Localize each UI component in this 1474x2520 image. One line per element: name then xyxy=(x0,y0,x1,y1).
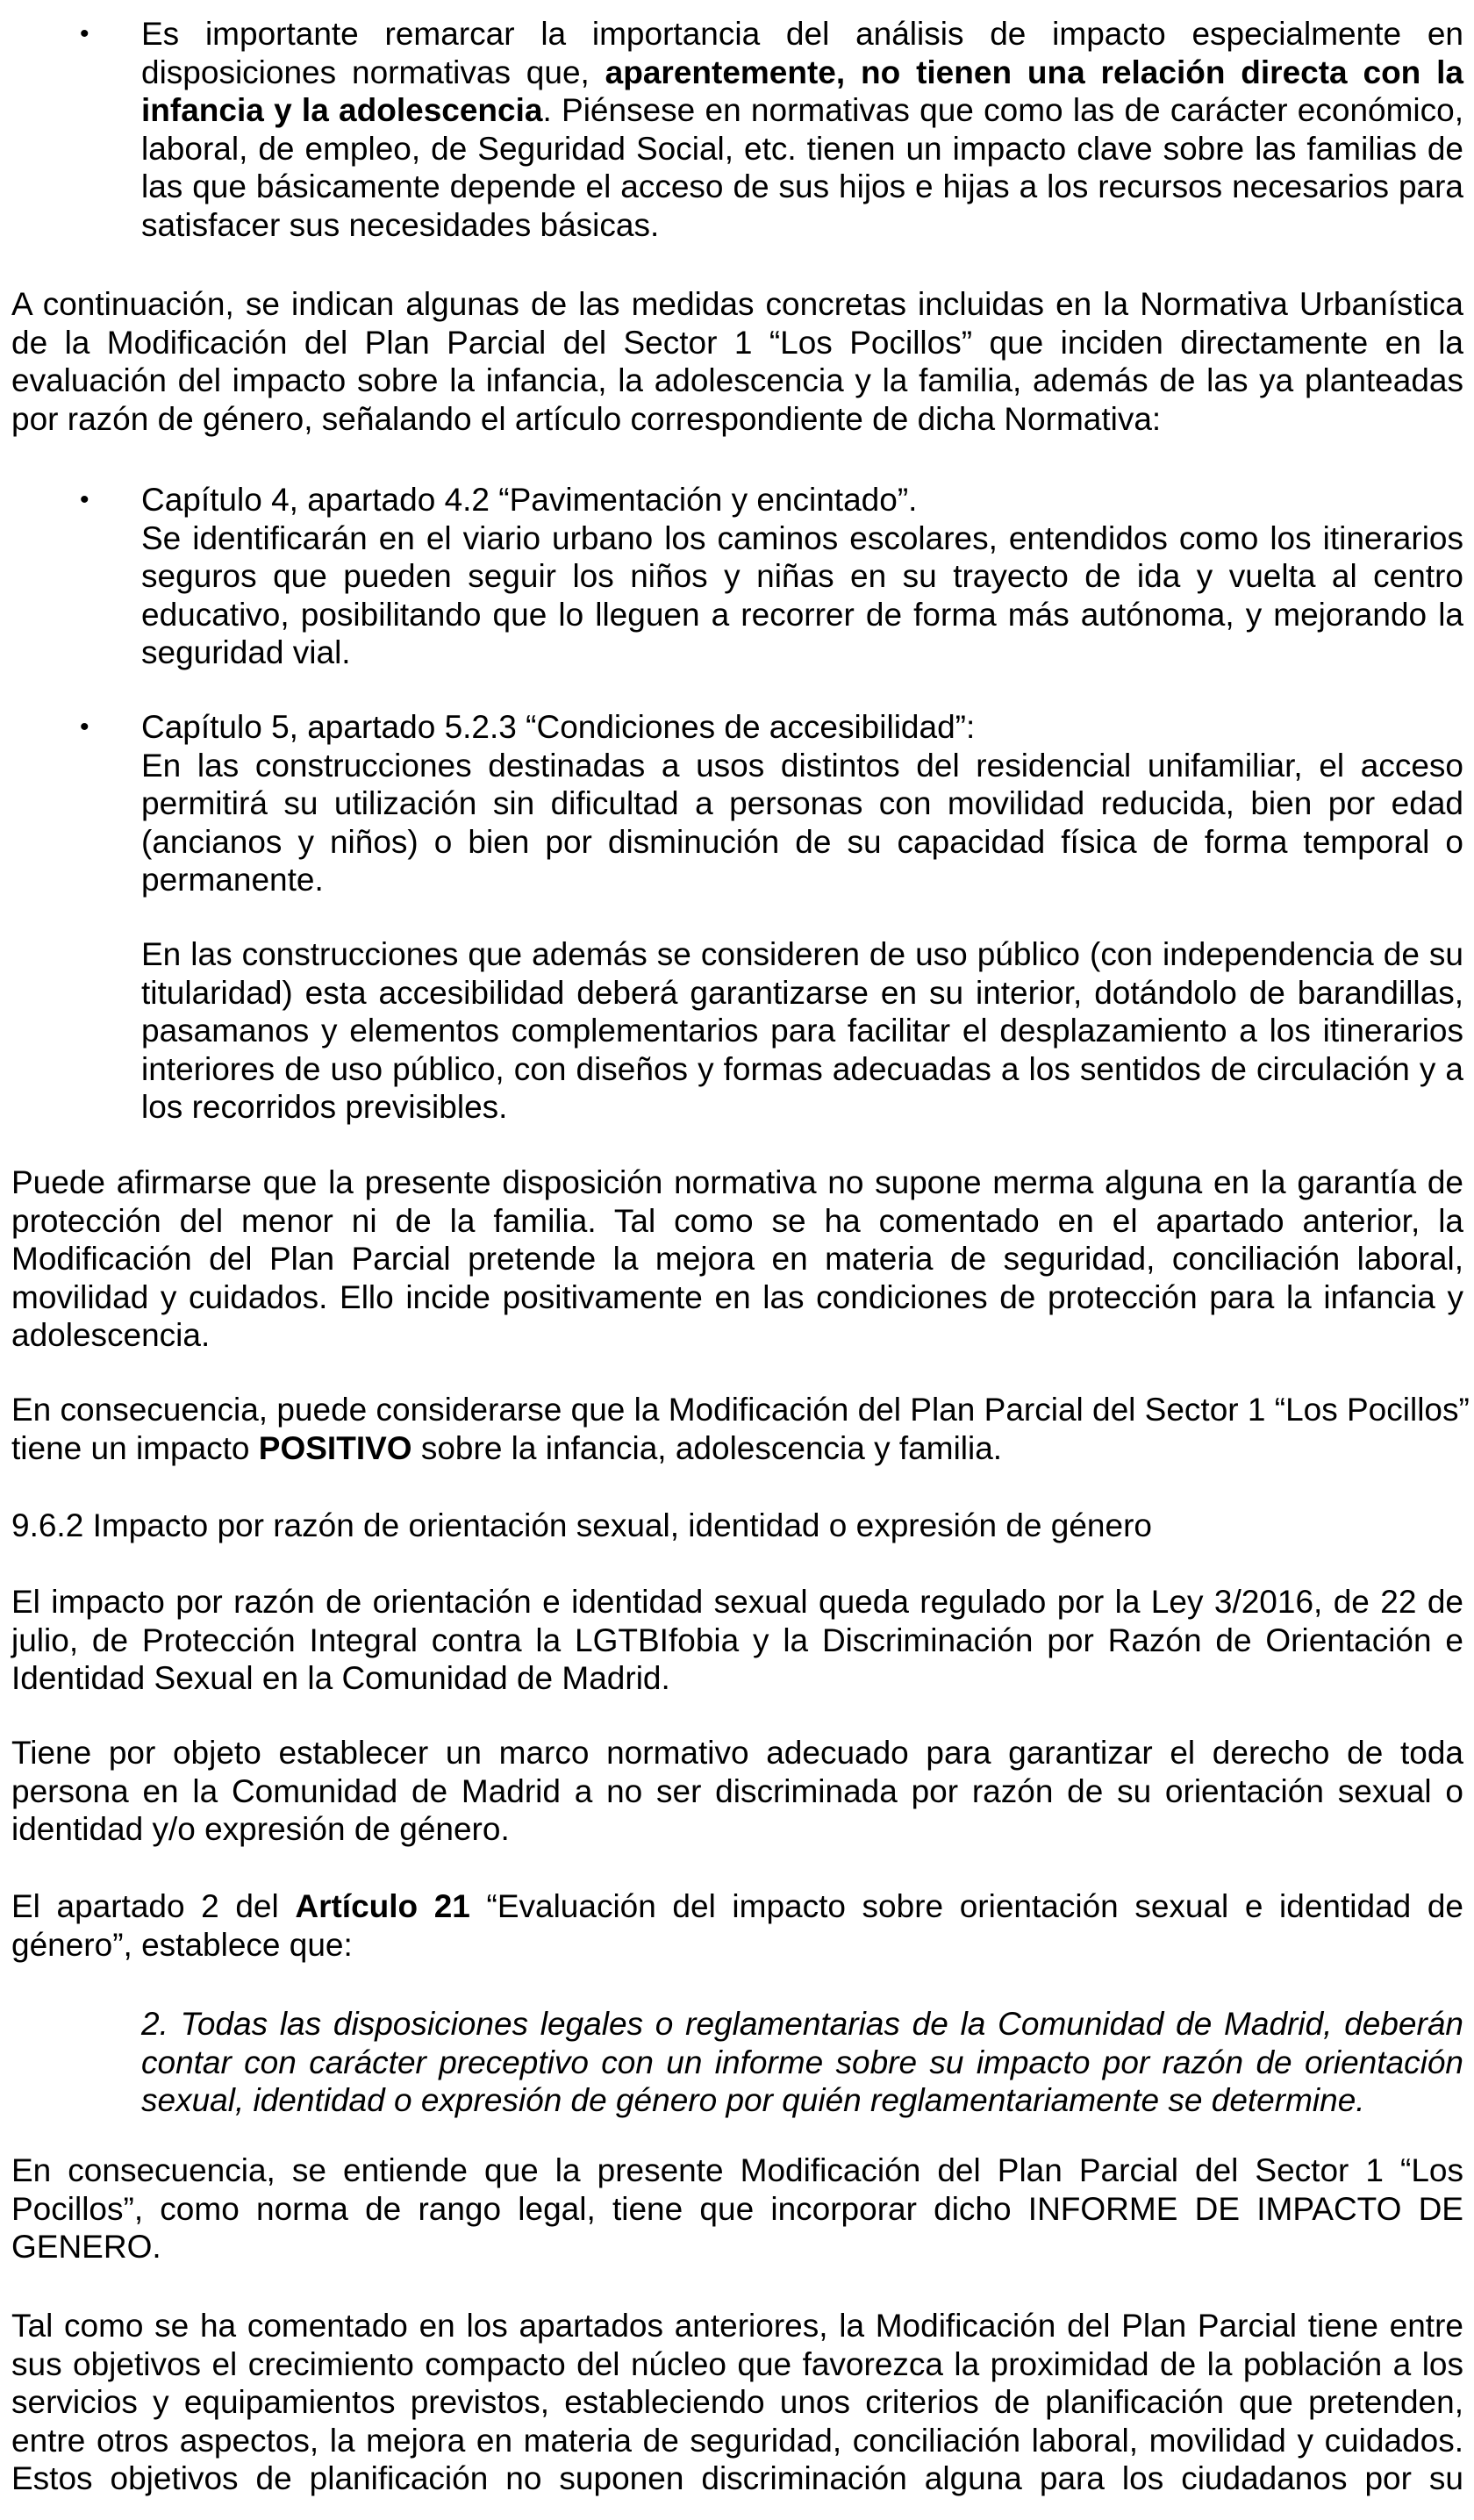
text-run: seguros que pueden seguir los niños y niñas en su trayecto de ida y vuelta al centro xyxy=(141,558,1463,594)
paragraph xyxy=(11,1583,1463,1698)
bold-text: infancia y la adolescencia xyxy=(141,92,543,128)
text-line xyxy=(141,861,1463,899)
paragraph xyxy=(141,935,1463,1127)
quoted-article xyxy=(141,2005,1463,2120)
text-line xyxy=(141,2044,1463,2082)
text-run: de la Modificación del Plan Parcial del Sector 1 “Los Pocillos” que inciden directamente en la xyxy=(11,324,1463,361)
text-line xyxy=(141,823,1463,862)
bullet-icon: • xyxy=(80,712,89,741)
text-run: tiene un impacto xyxy=(11,1429,259,1466)
text-run: Capítulo 4, apartado 4.2 “Pavimentación y encintado”. xyxy=(141,482,918,518)
text-line xyxy=(11,2383,1463,2422)
text-run: sobre la infancia, adolescencia y familia. xyxy=(411,1429,1003,1466)
text-line xyxy=(141,2081,1463,2120)
text-line xyxy=(11,1278,1463,1317)
text-line xyxy=(141,935,1463,974)
text-line xyxy=(141,15,1463,54)
paragraph xyxy=(11,2151,1463,2266)
paragraph xyxy=(11,1163,1463,1355)
text-run: movilidad y cuidados. Ello incide positivamente en las condiciones de protección para la infancia y xyxy=(11,1278,1463,1315)
text-line xyxy=(11,1810,1463,1849)
text-line xyxy=(141,747,1463,785)
section-heading xyxy=(11,1507,1463,1545)
text-run: Tiene por objeto establecer un marco normativo adecuado para garantizar el derecho de toda xyxy=(11,1735,1463,1771)
text-run: “Evaluación del impacto sobre orientación sexual e identidad de xyxy=(469,1888,1464,1924)
bold-text: Artículo 21 xyxy=(295,1888,470,1924)
text-run: contar con carácter preceptivo con un informe sobre su impacto por razón de orientación xyxy=(141,2044,1463,2080)
text-run: Se identificarán en el viario urbano los caminos escolares, entendidos como los itinerarios xyxy=(141,519,1463,556)
text-run: permitirá su utilización sin dificultad a personas con movilidad reducida, bien por edad xyxy=(141,785,1463,821)
paragraph xyxy=(11,2307,1463,2498)
text-line xyxy=(141,1088,1463,1127)
text-line xyxy=(11,2228,1463,2266)
text-run: adolescencia. xyxy=(11,1317,211,1353)
text-line xyxy=(141,784,1463,823)
text-run: El impacto por razón de orientación e identidad sexual queda regulado por la Ley 3/2016, de 22 de xyxy=(11,1584,1463,1620)
text-run: En consecuencia, puede considerarse que la Modificación del Plan Parcial del Sector 1 “Los Pocillos” xyxy=(11,1392,1470,1428)
text-run: por razón de género, señalando el artículo correspondiente de dicha Normativa: xyxy=(11,400,1162,437)
text-run: Estos objetivos de planificación no suponen discriminación alguna para los ciudadanos por su xyxy=(11,2460,1463,2496)
text-run: género”, establece que: xyxy=(11,1926,353,1963)
text-run: pasamanos y elementos complementarios para facilitar el desplazamiento a los itinerarios xyxy=(141,1013,1463,1049)
paragraph xyxy=(11,1887,1463,1964)
text-run: satisfacer sus necesidades básicas. xyxy=(141,206,660,243)
text-line xyxy=(11,324,1463,362)
paragraph xyxy=(11,1734,1463,1849)
text-line xyxy=(11,2151,1463,2190)
text-line xyxy=(141,596,1463,634)
text-run: identidad y/o expresión de género. xyxy=(11,1811,510,1847)
text-run: Modificación del Plan Parcial pretende la mejora en materia de seguridad, conciliación laboral, xyxy=(11,1241,1463,1277)
text-line xyxy=(141,1050,1463,1089)
text-run: persona en la Comunidad de Madrid a no ser discriminada por razón de su orientación sexual o xyxy=(11,1772,1463,1809)
text-run: . Piénsese en normativas que como las de carácter económico, xyxy=(542,92,1463,128)
text-line xyxy=(11,1734,1463,1772)
text-line xyxy=(11,1659,1463,1698)
text-line xyxy=(11,1391,1470,1429)
text-line xyxy=(11,1772,1463,1811)
text-run: entre otros aspectos, la mejora en materia de seguridad, conciliación laboral, movilidad y cuidados. xyxy=(11,2422,1463,2459)
text-line xyxy=(141,54,1463,92)
text-run: los recorridos previsibles. xyxy=(141,1089,508,1125)
text-line xyxy=(11,1507,1463,1545)
text-line xyxy=(11,1887,1463,1926)
text-run: A continuación, se indican algunas de las medidas concretas incluidas en la Normativa Urbanística xyxy=(11,286,1463,322)
bold-text: POSITIVO xyxy=(258,1429,412,1466)
text-line xyxy=(11,1926,1463,1965)
text-line xyxy=(11,1429,1463,1468)
text-run: Identidad Sexual en la Comunidad de Madrid. xyxy=(11,1660,670,1696)
text-line xyxy=(141,130,1463,168)
text-line xyxy=(141,974,1463,1013)
text-run: En las construcciones destinadas a usos distintos del residencial unifamiliar, el acceso xyxy=(141,747,1463,784)
text-run: Puede afirmarse que la presente disposición normativa no supone merma alguna en la garantía de xyxy=(11,1164,1463,1200)
text-line xyxy=(11,1316,1463,1355)
text-run: Capítulo 5, apartado 5.2.3 “Condiciones de accesibilidad”: xyxy=(141,709,976,745)
text-run: GENERO. xyxy=(11,2229,161,2265)
text-run: En consecuencia, se entiende que la presente Modificación del Plan Parcial del Sector 1 “Los xyxy=(11,2152,1463,2188)
text-line xyxy=(11,1202,1463,1241)
text-run: disposiciones normativas que, xyxy=(141,54,605,90)
bullet-item xyxy=(80,708,1463,899)
text-run: julio, de Protección Integral contra la LGTBIfobia y la Discriminación por Razón de Orientación e xyxy=(11,1622,1463,1658)
text-line xyxy=(141,206,1463,245)
text-line xyxy=(141,557,1463,596)
text-line xyxy=(11,2307,1463,2345)
text-run: El apartado 2 del xyxy=(11,1888,296,1924)
text-line xyxy=(11,2459,1463,2498)
text-run: sexual, identidad o expresión de género por quién reglamentariamente se determine. xyxy=(141,2082,1365,2118)
bullet-icon: • xyxy=(80,19,89,48)
text-run: En las construcciones que además se consideren de uso público (con independencia de su xyxy=(141,936,1463,972)
text-line xyxy=(141,708,1463,747)
text-run: servicios y equipamientos previstos, estableciendo unos criterios de planificación que pretenden, xyxy=(11,2384,1463,2420)
text-line xyxy=(141,481,1463,519)
text-run: evaluación del impacto sobre la infancia, la adolescencia y la familia, además de las ya planteadas xyxy=(11,362,1463,398)
bold-text: aparentemente, no tienen una relación directa con la xyxy=(605,54,1463,90)
text-line xyxy=(141,519,1463,558)
bullet-item xyxy=(80,481,1463,672)
text-run: educativo, posibilitando que lo lleguen a recorrer de forma más autónoma, y mejorando la xyxy=(141,596,1463,633)
text-line xyxy=(141,91,1463,130)
text-line xyxy=(141,168,1463,206)
text-run: protección del menor ni de la familia. Tal como se ha comentado en el apartado anterior, la xyxy=(11,1202,1463,1239)
bullet-icon: • xyxy=(80,485,89,514)
text-line xyxy=(141,2005,1463,2044)
text-line xyxy=(11,362,1463,400)
paragraph xyxy=(11,285,1463,438)
text-line xyxy=(11,1163,1463,1202)
text-line xyxy=(11,1240,1463,1278)
text-run: interiores de uso público, con diseños y formas adecuadas a los sentidos de circulación y a xyxy=(141,1050,1463,1087)
text-line xyxy=(11,285,1463,324)
bullet-item xyxy=(80,15,1463,244)
text-run: las que básicamente depende el acceso de sus hijos e hijas a los recursos necesarios para xyxy=(141,168,1463,204)
text-run: sus objetivos el crecimiento compacto del núcleo que favorezca la proximidad de la población a los xyxy=(11,2345,1463,2382)
text-run: (ancianos y niños) o bien por disminución de su capacidad física de forma temporal o xyxy=(141,823,1463,860)
text-line xyxy=(11,2190,1463,2229)
text-run: 9.6.2 Impacto por razón de orientación sexual, identidad o expresión de género xyxy=(11,1507,1152,1543)
text-line xyxy=(11,2422,1463,2460)
text-line xyxy=(11,1622,1463,1660)
text-run: 2. Todas las disposiciones legales o reglamentarias de la Comunidad de Madrid, deberán xyxy=(141,2006,1463,2042)
text-run: laboral, de empleo, de Seguridad Social, etc. tienen un impacto clave sobre las familias de xyxy=(141,130,1463,167)
text-line xyxy=(11,400,1463,439)
text-line xyxy=(141,1012,1463,1050)
text-line xyxy=(11,2345,1463,2384)
text-line xyxy=(141,634,1463,672)
text-run: Tal como se ha comentado en los apartados anteriores, la Modificación del Plan Parcial tiene entre xyxy=(11,2308,1463,2344)
text-run: Es importante remarcar la importancia del análisis de impacto especialmente en xyxy=(141,16,1463,52)
text-run: Pocillos”, como norma de rango legal, tiene que incorporar dicho INFORME DE IMPACTO DE xyxy=(11,2190,1463,2227)
text-run: permanente. xyxy=(141,862,324,898)
text-run: titularidad) esta accesibilidad deberá garantizarse en su interior, dotándolo de barandillas, xyxy=(141,974,1463,1011)
text-line xyxy=(11,1583,1463,1622)
text-run: seguridad vial. xyxy=(141,634,351,670)
paragraph xyxy=(11,1391,1470,1467)
